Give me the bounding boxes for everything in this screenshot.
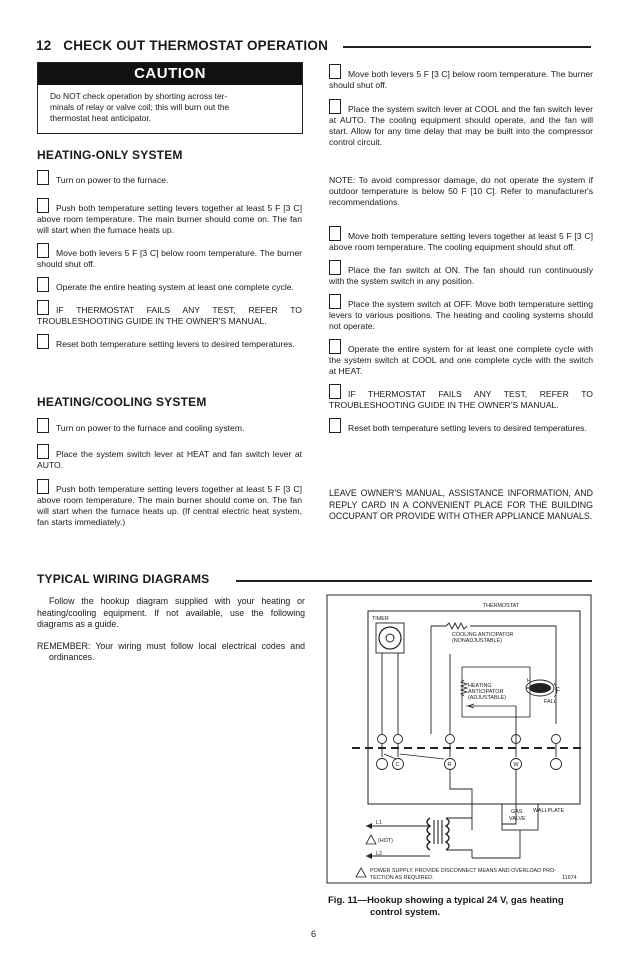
checkbox-icon[interactable] <box>37 418 49 433</box>
step: Push both temperature setting levers together at least 5 F [3 C] above room temperature. The main burner should come on. The fan will start when the furnace heats up. (If central electric heat system, fan starts immediately.) <box>37 479 302 528</box>
checkbox-icon[interactable] <box>329 99 341 114</box>
caution-line: Do NOT check operation by shorting across ter- <box>50 91 228 101</box>
terminal-upper <box>446 735 455 744</box>
figure-caption <box>328 895 596 919</box>
timer-icon <box>379 627 401 649</box>
checkbox-icon[interactable] <box>329 294 341 309</box>
label-nonadjustable: (NONADJUSTABLE) <box>452 638 502 644</box>
header-page-number: 12 <box>36 38 52 53</box>
step: Reset both temperature setting levers to desired temperatures. <box>329 418 593 434</box>
step: Place the system switch lever at COOL and the fan switch lever at AUTO. The cooling equipment should operate, and the fan will start. Allow for any time delay that may be built into the compressor control circuit. <box>329 99 593 148</box>
step: Operate the entire system for at least one complete cycle with the system switch at COOL and one complete cycle with the switch at HEAT. <box>329 339 593 377</box>
warning-icon <box>356 868 366 877</box>
leave-note-text: LEAVE OWNER'S MANUAL, ASSISTANCE INFORMATION, AND REPLY CARD IN A CONVENIENT PLACE FOR THE BUILDING OCCUPANT OR PROVIDE WITH OTHER APPLIANCE MANUALS. <box>329 488 593 521</box>
checkbox-icon[interactable] <box>37 170 49 185</box>
label-c: C <box>556 687 560 693</box>
timer-center <box>386 634 394 642</box>
checkbox-icon[interactable] <box>329 260 341 275</box>
step: Turn on power to the furnace and cooling system. <box>37 418 302 434</box>
step: Place the fan switch at ON. The fan should run continuously with the system switch in any position. <box>329 260 593 287</box>
step: Place the system switch lever at HEAT and fan switch lever at AUTO. <box>37 444 302 471</box>
caution-text <box>50 91 290 124</box>
cooling-resistor <box>446 623 467 629</box>
timer-wires <box>382 626 450 734</box>
step: Turn on power to the furnace. <box>37 170 302 186</box>
page-header <box>36 38 328 53</box>
step: IF THERMOSTAT FAILS ANY TEST, REFER TO TROUBLESHOOTING GUIDE IN THE OWNER'S MANUAL. <box>329 384 593 411</box>
wiring-intro <box>37 596 305 664</box>
label-h: H <box>527 678 531 684</box>
terminal-upper <box>378 735 387 744</box>
heating-cooling-steps-right-a <box>329 64 593 148</box>
label-l2: L2 <box>376 851 382 857</box>
step: Move both levers 5 F [3 C] below room temperature. The burner should shut off. <box>329 64 593 91</box>
terminal-upper <box>394 735 403 744</box>
caption-line: control system. <box>370 907 441 918</box>
label-adjustable: (ADJUSTABLE) <box>468 695 506 701</box>
label-timer: TIMER <box>372 616 389 622</box>
label-hot: (HOT) <box>378 838 393 844</box>
heating-cooling-heading: HEATING/COOLING SYSTEM <box>37 395 207 409</box>
label-anticipator: ANTICIPATOR <box>468 689 504 695</box>
checkbox-icon[interactable] <box>37 444 49 459</box>
step: Operate the entire heating system at least one complete cycle. <box>37 277 302 293</box>
arrow-icon <box>366 823 372 859</box>
wiring-section-rule <box>236 580 592 582</box>
caution-title: CAUTION <box>38 63 302 85</box>
compressor-note <box>329 175 593 208</box>
transformer-core <box>434 820 442 844</box>
heating-cooling-steps-right-b <box>329 226 593 434</box>
checkbox-icon[interactable] <box>37 334 49 349</box>
wiring-remember-text: REMEMBER: Your wiring must follow local electrical codes and ordinances. <box>37 640 305 662</box>
page-number: 6 <box>311 929 317 939</box>
checkbox-icon[interactable] <box>37 198 49 213</box>
label-thermostat: THERMOSTAT <box>482 603 520 609</box>
caution-line: thermostat heat anticipator. <box>50 113 152 123</box>
label-heating: HEATING <box>468 683 492 689</box>
step: Move both temperature setting levers together at least 5 F [3 C] above room temperature. The cooling equipment should shut off. <box>329 226 593 253</box>
warning-icon <box>366 835 376 844</box>
note-text: NOTE: To avoid compressor damage, do not operate the system if outdoor temperature is below 50 F [10 C]. Refer to manufacturer's recommendations. <box>329 175 593 207</box>
checkbox-icon[interactable] <box>37 243 49 258</box>
step: IF THERMOSTAT FAILS ANY TEST, REFER TO TROUBLESHOOTING GUIDE IN THE OWNER'S MANUAL. <box>37 300 302 327</box>
heating-only-heading: HEATING-ONLY SYSTEM <box>37 148 183 162</box>
terminal-lower <box>377 759 388 770</box>
label-note-1: POWER SUPPLY. PROVIDE DISCONNECT MEANS AND OVERLOAD PRO- <box>370 868 557 874</box>
checkbox-icon[interactable] <box>329 226 341 241</box>
checkbox-icon[interactable] <box>37 277 49 292</box>
caption-line: Fig. 11—Hookup showing a typical 24 V, gas heating <box>328 895 564 906</box>
label-terminal-c: C <box>395 762 400 768</box>
field-wiring <box>450 770 516 830</box>
label-wallplate: WALLPLATE <box>533 808 565 814</box>
label-note-2: TECTION AS REQUIRED. <box>370 875 434 881</box>
label-gas: GAS <box>511 809 523 815</box>
mercury-switch <box>529 683 551 693</box>
label-terminal-w: W <box>513 762 519 768</box>
step: Push both temperature setting levers together at least 5 F [3 C] above room temperature. The main burner should come on. The fan will start when the furnace heats up. <box>37 198 302 236</box>
checkbox-icon[interactable] <box>329 64 341 79</box>
label-fall: FALL <box>544 699 557 705</box>
step: Move both levers 5 F [3 C] below room temperature. The burner should shut off. <box>37 243 302 270</box>
terminal-upper <box>552 735 561 744</box>
label-l1: L1 <box>376 820 382 826</box>
step: Reset both temperature setting levers to desired temperatures. <box>37 334 302 350</box>
wiring-intro-text: Follow the hookup diagram supplied with your heating or heating/cooling equipment. If not available, use the following diagrams as a guide. <box>37 596 305 629</box>
label-valve: VALVE <box>509 816 526 822</box>
checkbox-icon[interactable] <box>329 384 341 399</box>
leave-manual-note <box>329 488 593 523</box>
checkbox-icon[interactable] <box>329 418 341 433</box>
header-rule <box>343 46 591 48</box>
label-terminal-r: R <box>447 762 452 768</box>
checkbox-icon[interactable] <box>37 479 49 494</box>
heating-cooling-steps-left <box>37 418 302 528</box>
wiring-heading: TYPICAL WIRING DIAGRAMS <box>37 572 210 586</box>
label-cooling-anticipator: COOLING ANTICIPATOR <box>452 632 514 638</box>
caution-line: minals of relay or valve coil; this will burn out the <box>50 102 230 112</box>
caution-box <box>37 62 303 134</box>
heating-only-steps <box>37 170 302 350</box>
header-title: CHECK OUT THERMOSTAT OPERATION <box>63 38 329 53</box>
label-code: 11674 <box>562 875 577 881</box>
terminal-lower <box>551 759 562 770</box>
checkbox-icon[interactable] <box>329 339 341 354</box>
checkbox-icon[interactable] <box>37 300 49 315</box>
step: Place the system switch at OFF. Move both temperature setting levers to various positions. The heating and cooling systems should not operate. <box>329 294 593 332</box>
wiring-diagram <box>326 594 592 884</box>
